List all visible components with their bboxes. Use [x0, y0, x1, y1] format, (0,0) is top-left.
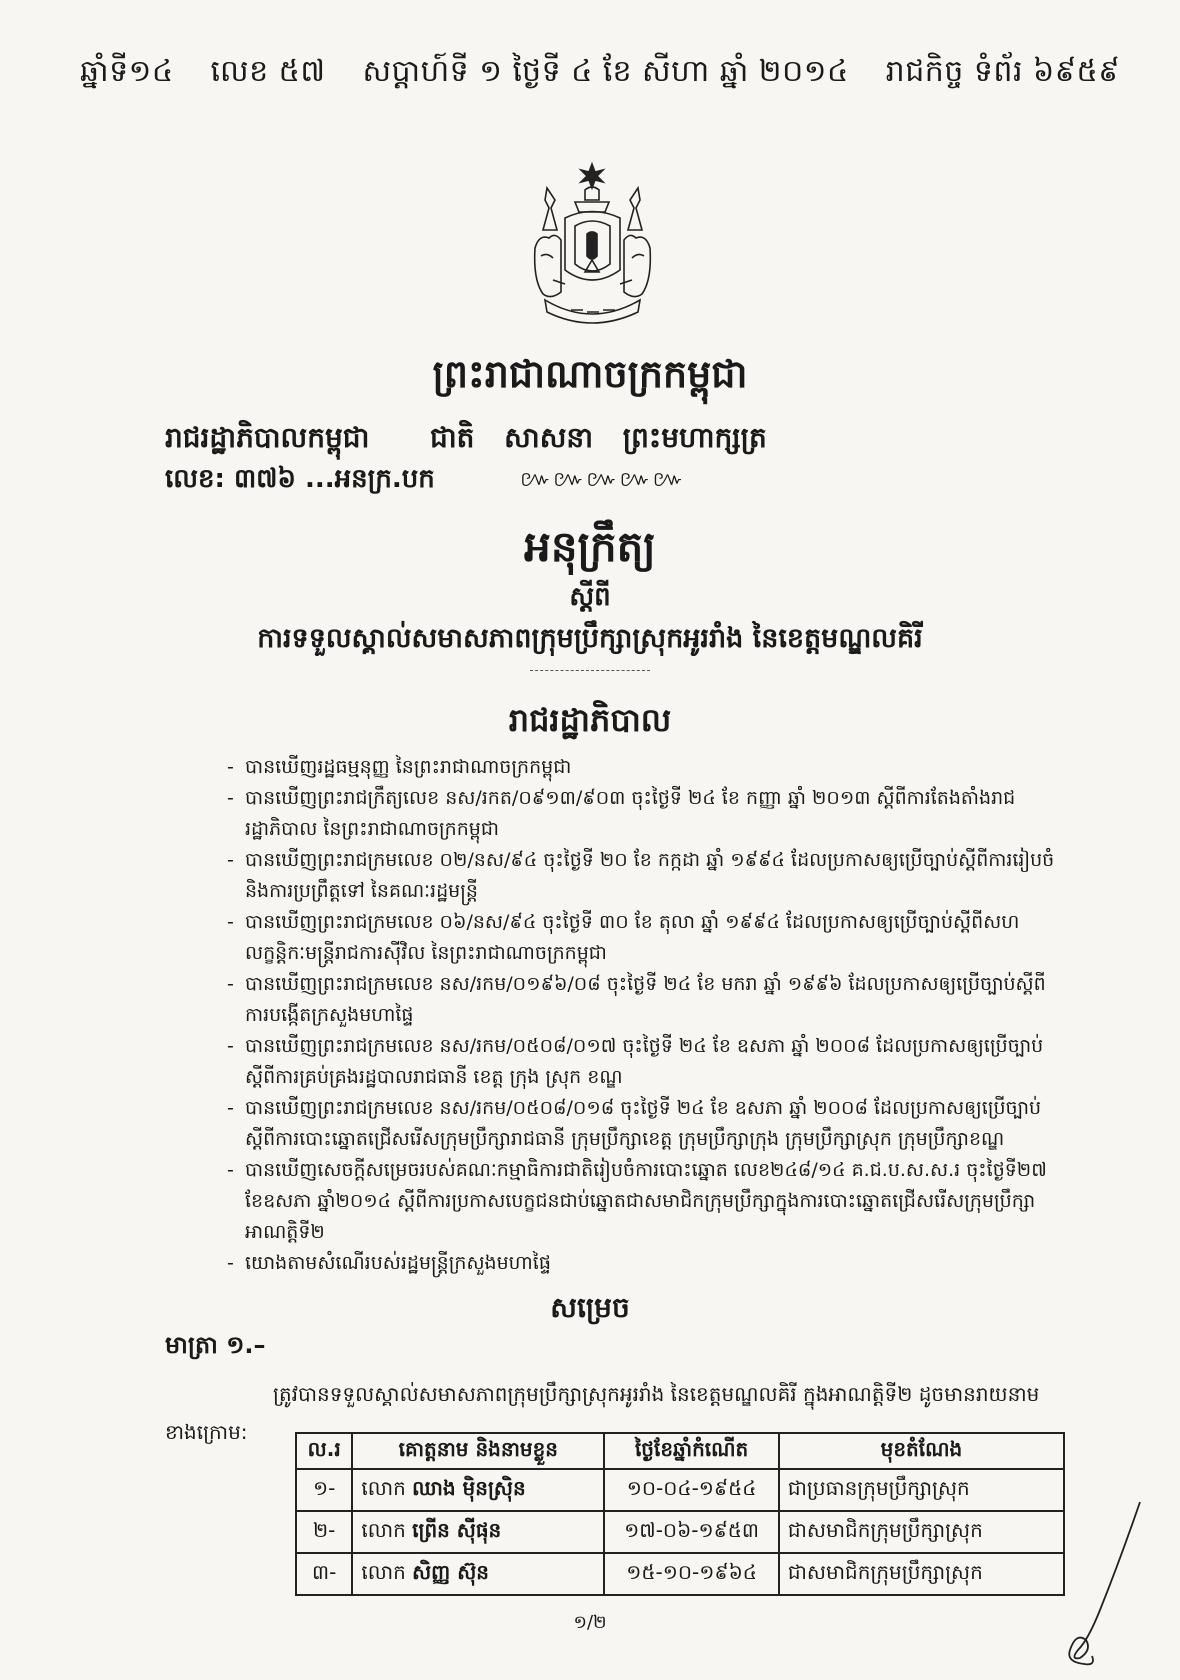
kingdom-heading: ព្រះរាជាណាចក្រកម្ពុជា [432, 352, 748, 396]
ornament-divider: ៚៚៚៚៚ [520, 467, 686, 492]
gazette-date: សប្តាហ៍ទី ១ ថ្ងៃទី ៤ ខែ សីហា ឆ្នាំ ២០១៤ [362, 54, 849, 89]
member-name: ឈាង ម៉ិនស្រ៊ិន [412, 1476, 526, 1500]
gazette-issue: លេខ ៥៧ [210, 54, 326, 89]
header-dob: ថ្ងៃខែឆ្នាំកំណើត [604, 1433, 779, 1469]
reference-number: លេខ: ៣៧៦ ...អនក្រ.បក [165, 464, 435, 494]
government-heading: រាជរដ្ឋាភិបាល [508, 701, 672, 739]
gazette-year: ឆ្នាំទី១៤ [80, 54, 174, 89]
header-number: ល.រ [296, 1433, 352, 1469]
table-row [296, 1553, 1064, 1595]
divider-rule [530, 670, 650, 671]
gazette-page: រាជកិច្ច ទំព័រ ៦៩៥៩ [885, 54, 1120, 89]
member-name-cell [352, 1511, 604, 1553]
royal-emblem-icon [525, 160, 660, 335]
consideration-item: - បានឃើញរដ្ឋធម្មនុញ្ញ នៃព្រះរាជាណាចក្រកម្ពុជា [245, 752, 1065, 783]
consideration-item: - បានឃើញព្រះរាជក្រមលេខ នស/រកម/០៥០៨/០១៨ ចុះថ្ងៃទី ២៤ ខែ ឧសភា ឆ្នាំ ២០០៨ ដែលប្រកាសឲ្យប្រើច្បាប់ស្តីពីការបោះឆ្នោតជ្រើសរើសក្រុមប្រឹក្សារាជធានី ក្រុមប្រឹក្សាខេត្ត ក្រុមប្រឹក្សាក្រុង ក្រុមប្រឹក្សាស្រុក ក្រុមប្រឹក្សាខណ្ឌ [245, 1093, 1065, 1155]
member-dob: ១០-០៤-១៩៥៤ [604, 1469, 779, 1511]
table-header-row [296, 1433, 1064, 1469]
member-name-cell [352, 1469, 604, 1511]
honorific: លោក [361, 1476, 406, 1500]
page-number: ១/២ [573, 1612, 607, 1633]
consideration-item: - បានឃើញព្រះរាជក្រឹត្យលេខ នស/រកត/០៩១៣/៩០៣ ចុះថ្ងៃទី ២៤ ខែ កញ្ញា ឆ្នាំ ២០១៣ ស្តីពីការតែងតាំងរាជរដ្ឋាភិបាល នៃព្រះរាជាណាចក្រកម្ពុជា [245, 783, 1065, 845]
national-motto: ជាតិ សាសនា ព្រះមហាក្សត្រ [430, 421, 767, 454]
honorific: លោក [361, 1560, 406, 1584]
gazette-header [80, 52, 1120, 96]
member-position: ជាសមាជិកក្រុមប្រឹក្សាស្រុក [779, 1511, 1064, 1553]
header-name: គោត្តនាម និងនាមខ្លួន [352, 1433, 604, 1469]
consideration-item: - បានឃើញព្រះរាជក្រមលេខ ០៦/នស/៩៤ ចុះថ្ងៃទី ៣០ ខែ តុលា ឆ្នាំ ១៩៩៤ ដែលប្រកាសឲ្យប្រើច្បាប់ស្តីពីសហលក្ខន្តិកៈមន្ត្រីរាជការស៊ីវិល នៃព្រះរាជាណាចក្រកម្ពុជា [245, 907, 1065, 969]
consideration-item: - បានឃើញសេចក្តីសម្រេចរបស់គណៈកម្មាធិការជាតិរៀបចំការបោះឆ្នោត លេខ២៤៨/១៤ គ.ជ.ប.ស.ស.រ ចុះថ្ងៃទី២៧ ខែឧសភា ឆ្នាំ២០១៤ ស្តីពីការប្រកាសបេក្ខជនជាប់ឆ្នោតជាសមាជិកក្រុមប្រឹក្សាក្នុងការបោះឆ្នោតជ្រើសរើសក្រុមប្រឹក្សា អាណត្តិទី២ [245, 1155, 1065, 1248]
header-position: មុខតំណែង [779, 1433, 1064, 1469]
member-dob: ១៧-០៦-១៩៥៣ [604, 1511, 779, 1553]
signature-mark [1040, 1500, 1150, 1670]
consideration-item: - យោងតាមសំណើរបស់រដ្ឋមន្ត្រីក្រសួងមហាផ្ទៃ [245, 1248, 1065, 1279]
row-number: ២- [296, 1511, 352, 1553]
row-number: ១- [296, 1469, 352, 1511]
table-row [296, 1511, 1064, 1553]
row-number: ៣- [296, 1553, 352, 1595]
consideration-item: - បានឃើញព្រះរាជក្រមលេខ នស/រកម/០៥០៨/០១៧ ចុះថ្ងៃទី ២៤ ខែ ឧសភា ឆ្នាំ ២០០៨ ដែលប្រកាសឲ្យប្រើច្បាប់ស្តីពីការគ្រប់គ្រងរដ្ឋបាលរាជធានី ខេត្ត ក្រុង ស្រុក ខណ្ឌ [245, 1031, 1065, 1093]
member-position: ជាប្រធានក្រុមប្រឹក្សាស្រុក [779, 1469, 1064, 1511]
decision-heading: សម្រេច [550, 1291, 630, 1324]
document-subject: ការទទួលស្គាល់សមាសភាពក្រុមប្រឹក្សាស្រុកអូររាំង នៃខេត្តមណ្ឌលគិរី [257, 623, 923, 654]
member-name: សិញ្ញ ស៊ុន [412, 1560, 489, 1584]
government-name: រាជរដ្ឋាភិបាលកម្ពុជា [165, 421, 370, 454]
honorific: លោក [361, 1518, 406, 1542]
member-name-cell [352, 1553, 604, 1595]
document-title: អនុក្រឹត្យ [524, 522, 656, 571]
article-label: មាត្រា ១.– [165, 1331, 266, 1359]
considerations-list [245, 752, 1065, 1279]
table-row [296, 1469, 1064, 1511]
article-text: ត្រូវបានទទួលស្គាល់សមាសភាពក្រុមប្រឹក្សាស្រុកអូររាំង នៃខេត្តមណ្ឌលគិរី ក្នុងអាណត្តិទី២ ដូចមានរាយនាមខាងក្រោម: [165, 1382, 1040, 1444]
about-label: ស្តីពី [569, 582, 611, 612]
consideration-item: - បានឃើញព្រះរាជក្រមលេខ នស/រកម/០១៩៦/០៨ ចុះថ្ងៃទី ២៤ ខែ មករា ឆ្នាំ ១៩៩៦ ដែលប្រកាសឲ្យប្រើច្បាប់ស្តីពីការបង្កើតក្រសួងមហាផ្ទៃ [245, 969, 1065, 1031]
member-position: ជាសមាជិកក្រុមប្រឹក្សាស្រុក [779, 1553, 1064, 1595]
consideration-item: - បានឃើញព្រះរាជក្រមលេខ ០២/នស/៩៤ ចុះថ្ងៃទី ២០ ខែ កក្កដា ឆ្នាំ ១៩៩៤ ដែលប្រកាសឲ្យប្រើច្បាប់ស្តីពីការរៀបចំ និងការប្រព្រឹត្តទៅ នៃគណៈរដ្ឋមន្ត្រី [245, 845, 1065, 907]
member-dob: ១៥-១០-១៩៦៤ [604, 1553, 779, 1595]
member-name: ព្រើន ស៊ីផុន [412, 1518, 502, 1542]
members-table [295, 1432, 1065, 1596]
